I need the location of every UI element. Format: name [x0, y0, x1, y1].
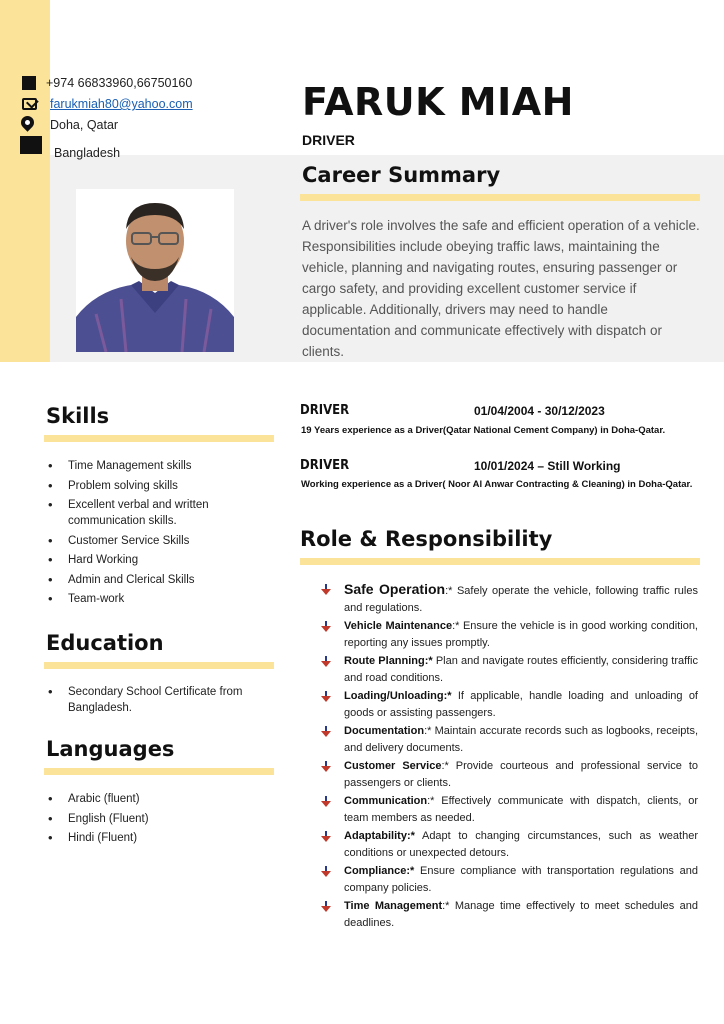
- job-title: DRIVER: [302, 132, 355, 148]
- down-arrow-icon: [320, 831, 332, 843]
- city-text: Doha, Qatar: [50, 118, 119, 132]
- side-accent-band: [0, 0, 50, 362]
- list-item: Compliance:* Ensure compliance with transportation regulations and company policies.: [320, 863, 698, 896]
- languages-heading: Languages: [46, 737, 175, 761]
- list-item: Route Planning:* Plan and navigate routes efficiently, considering traffic and road conditions.: [320, 653, 698, 686]
- education-underline: [44, 662, 274, 669]
- list-item: • Problem solving skills: [46, 478, 246, 494]
- list-item: • Excellent verbal and written communication skills.: [46, 497, 246, 529]
- experience-dates: 01/04/2004 - 30/12/2023: [474, 404, 605, 418]
- down-arrow-icon: [320, 761, 332, 773]
- skills-heading: Skills: [46, 404, 110, 428]
- profile-photo: [76, 189, 234, 352]
- country-row: [20, 144, 120, 162]
- experience-description: 19 Years experience as a Driver(Qatar National Cement Company) in Doha-Qatar.: [301, 425, 666, 436]
- responsibility-heading: Role & Responsibility: [300, 527, 553, 551]
- list-item: Documentation:* Maintain accurate records such as logbooks, receipts, and delivery documents.: [320, 723, 698, 756]
- career-summary-underline: [300, 194, 700, 201]
- list-item: Time Management:* Manage time effectively to meet schedules and deadlines.: [320, 898, 698, 931]
- list-item: • Admin and Clerical Skills: [46, 572, 246, 588]
- down-arrow-icon: [320, 866, 332, 878]
- location-pin-icon: [20, 116, 36, 134]
- responsibility-underline: [300, 558, 700, 565]
- experience-title: DRIVER: [300, 458, 350, 473]
- phone-row: [20, 74, 192, 92]
- phone-icon: [22, 76, 36, 90]
- languages-list: [46, 791, 246, 850]
- down-arrow-icon: [320, 656, 332, 668]
- list-item: Customer Service:* Provide courteous and professional service to passengers or clients.: [320, 758, 698, 791]
- list-item: • Secondary School Certificate from Bangladesh.: [46, 684, 266, 716]
- education-list: [46, 684, 266, 720]
- list-item: • Team-work: [46, 591, 246, 607]
- languages-underline: [44, 768, 274, 775]
- down-arrow-icon: [320, 584, 332, 596]
- experience-dates: 10/01/2024 – Still Working: [474, 459, 621, 473]
- list-item: • Time Management skills: [46, 458, 246, 474]
- experience-description: Working experience as a Driver( Noor Al Anwar Contracting & Cleaning) in Doha-Qatar.: [301, 479, 693, 490]
- list-item: Loading/Unloading:* If applicable, handle loading and unloading of goods or assisting passengers.: [320, 688, 698, 721]
- envelope-icon: [22, 98, 37, 110]
- career-summary-heading: Career Summary: [302, 163, 501, 187]
- city-row: [20, 116, 118, 134]
- person-name: FARUK MIAH: [302, 80, 574, 124]
- list-item: • Hindi (Fluent): [46, 830, 246, 846]
- down-arrow-icon: [320, 691, 332, 703]
- list-item: • Arabic (fluent): [46, 791, 246, 807]
- skills-underline: [44, 435, 274, 442]
- list-item: Adaptability:* Adapt to changing circumstances, such as weather conditions or unexpected detours.: [320, 828, 698, 861]
- list-item: • Customer Service Skills: [46, 533, 246, 549]
- down-arrow-icon: [320, 726, 332, 738]
- list-item: • Hard Working: [46, 552, 246, 568]
- phone-text: +974 66833960,66750160: [46, 76, 193, 90]
- email-link[interactable]: farukmiah80@yahoo.com: [50, 97, 193, 111]
- experience-title: DRIVER: [300, 403, 350, 418]
- down-arrow-icon: [320, 901, 332, 913]
- list-item: Communication:* Effectively communicate with dispatch, clients, or team members as needed.: [320, 793, 698, 826]
- list-item: Vehicle Maintenance:* Ensure the vehicle is in good working condition, reporting any issues promptly.: [320, 618, 698, 651]
- email-row: [20, 95, 193, 113]
- list-item: • English (Fluent): [46, 811, 246, 827]
- down-arrow-icon: [320, 621, 332, 633]
- list-item: Safe Operation:* Safely operate the vehicle, following traffic rules and regulations.: [320, 581, 698, 616]
- skills-list: [46, 458, 246, 611]
- responsibility-list: [320, 581, 698, 933]
- down-arrow-icon: [320, 796, 332, 808]
- education-heading: Education: [46, 631, 164, 655]
- career-summary-text: A driver's role involves the safe and efficient operation of a vehicle. Responsibilities include obeying traffic laws, maintaining the vehicle, planning and navigating routes, ensuring passenger or cargo safety, and providing excellent customer service if applicable. Additionally, drivers may need to handle documentation and communicate effectively with dispatch or clients.: [302, 218, 700, 359]
- country-text: Bangladesh: [54, 146, 121, 160]
